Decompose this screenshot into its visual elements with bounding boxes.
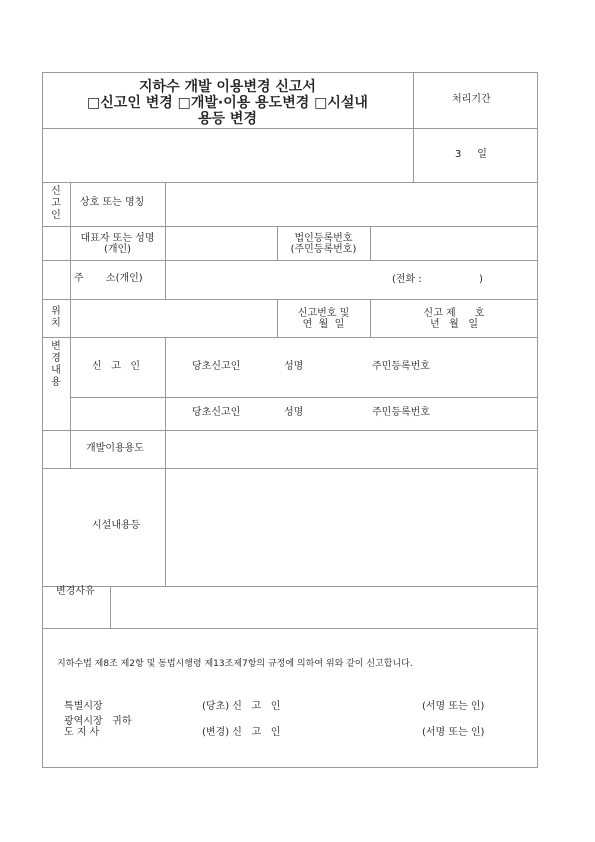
changed-resident-number-label: 주민등록번호 <box>372 407 430 418</box>
rule <box>110 586 111 628</box>
original-declarant-signature-line: (당초) 신 고 인 <box>202 701 281 712</box>
rule <box>70 397 538 398</box>
title-line-1: 지하수 개발 이용변경 신고서 <box>139 79 316 95</box>
report-date-label <box>372 308 536 330</box>
recipient-metro-city: 광역시장 귀하 <box>64 716 132 727</box>
rule <box>370 299 371 337</box>
rule <box>42 337 538 338</box>
declarant-change-label: 신 고 인 <box>92 361 141 372</box>
processing-period-label: 처리기간 <box>452 94 491 105</box>
title-line-3: 용등 변경 <box>198 111 257 127</box>
rule <box>370 226 371 260</box>
original-name-label: 성명 <box>284 361 304 372</box>
signature-or-seal-1: (서명 또는 인) <box>422 701 485 712</box>
business-name-label: 상호 또는 명칭 <box>80 197 145 208</box>
rule <box>42 226 538 227</box>
report-number-label-line2: 연 월 일 <box>302 319 345 330</box>
original-resident-number-label: 주민등록번호 <box>372 361 430 372</box>
address-label: 주 소(개인) <box>74 273 143 284</box>
rule <box>277 299 278 337</box>
recipient-governor: 도 지 사 <box>64 727 100 738</box>
declarant-section-label: 신고인 <box>51 186 61 221</box>
rule <box>42 299 538 300</box>
changes-section-label: 변경내용 <box>51 341 61 388</box>
registration-number-label <box>279 233 368 255</box>
change-reason-label: 변경사유 <box>56 586 95 597</box>
registration-label-line1: 법인등록번호 <box>294 233 353 244</box>
report-number-label <box>279 308 368 330</box>
facility-label: 시설내용등 <box>92 520 141 531</box>
report-date-label-line1: 신고 제 호 <box>423 308 485 319</box>
rule <box>42 128 538 129</box>
form-title <box>44 79 411 127</box>
representative-label-line2: (개인) <box>103 244 132 255</box>
signature-or-seal-2: (서명 또는 인) <box>422 727 485 738</box>
original-declarant-label: 당초신고인 <box>192 361 241 372</box>
registration-label-line2: (주민등록번호) <box>290 244 357 255</box>
rule <box>42 430 538 431</box>
usage-label: 개발이용용도 <box>86 443 144 454</box>
rule <box>42 586 538 587</box>
legal-statement: 지하수법 제8조 제2항 및 동법시행령 제13조제7항의 규정에 의하여 위와 같이 신고합니다. <box>57 659 413 669</box>
rule <box>165 182 166 300</box>
report-date-label-line2: 년 월 일 <box>429 319 479 330</box>
rule <box>42 260 538 261</box>
title-line-2: □신고인 변경 □개발·이용 용도변경 □시설내 <box>87 95 368 111</box>
recipient-special-city: 특별시장 <box>64 701 103 712</box>
rule <box>413 72 414 182</box>
rule <box>42 468 538 469</box>
changed-name-label: 성명 <box>284 407 304 418</box>
processing-period-value: 3 일 <box>455 149 487 160</box>
phone-label: (전화 : ) <box>392 274 483 285</box>
rule <box>42 182 538 183</box>
location-section-label: 위치 <box>51 306 61 329</box>
rule <box>70 182 71 468</box>
changed-declarant-signature-line: (변경) 신 고 인 <box>202 727 281 738</box>
rule <box>42 628 538 629</box>
representative-label-line1: 대표자 또는 성명 <box>80 233 155 244</box>
changed-declarant-label: 당초신고인 <box>192 407 241 418</box>
report-number-label-line1: 신고번호 및 <box>297 308 350 319</box>
rule <box>277 226 278 260</box>
representative-label <box>72 233 163 255</box>
rule <box>165 337 166 586</box>
